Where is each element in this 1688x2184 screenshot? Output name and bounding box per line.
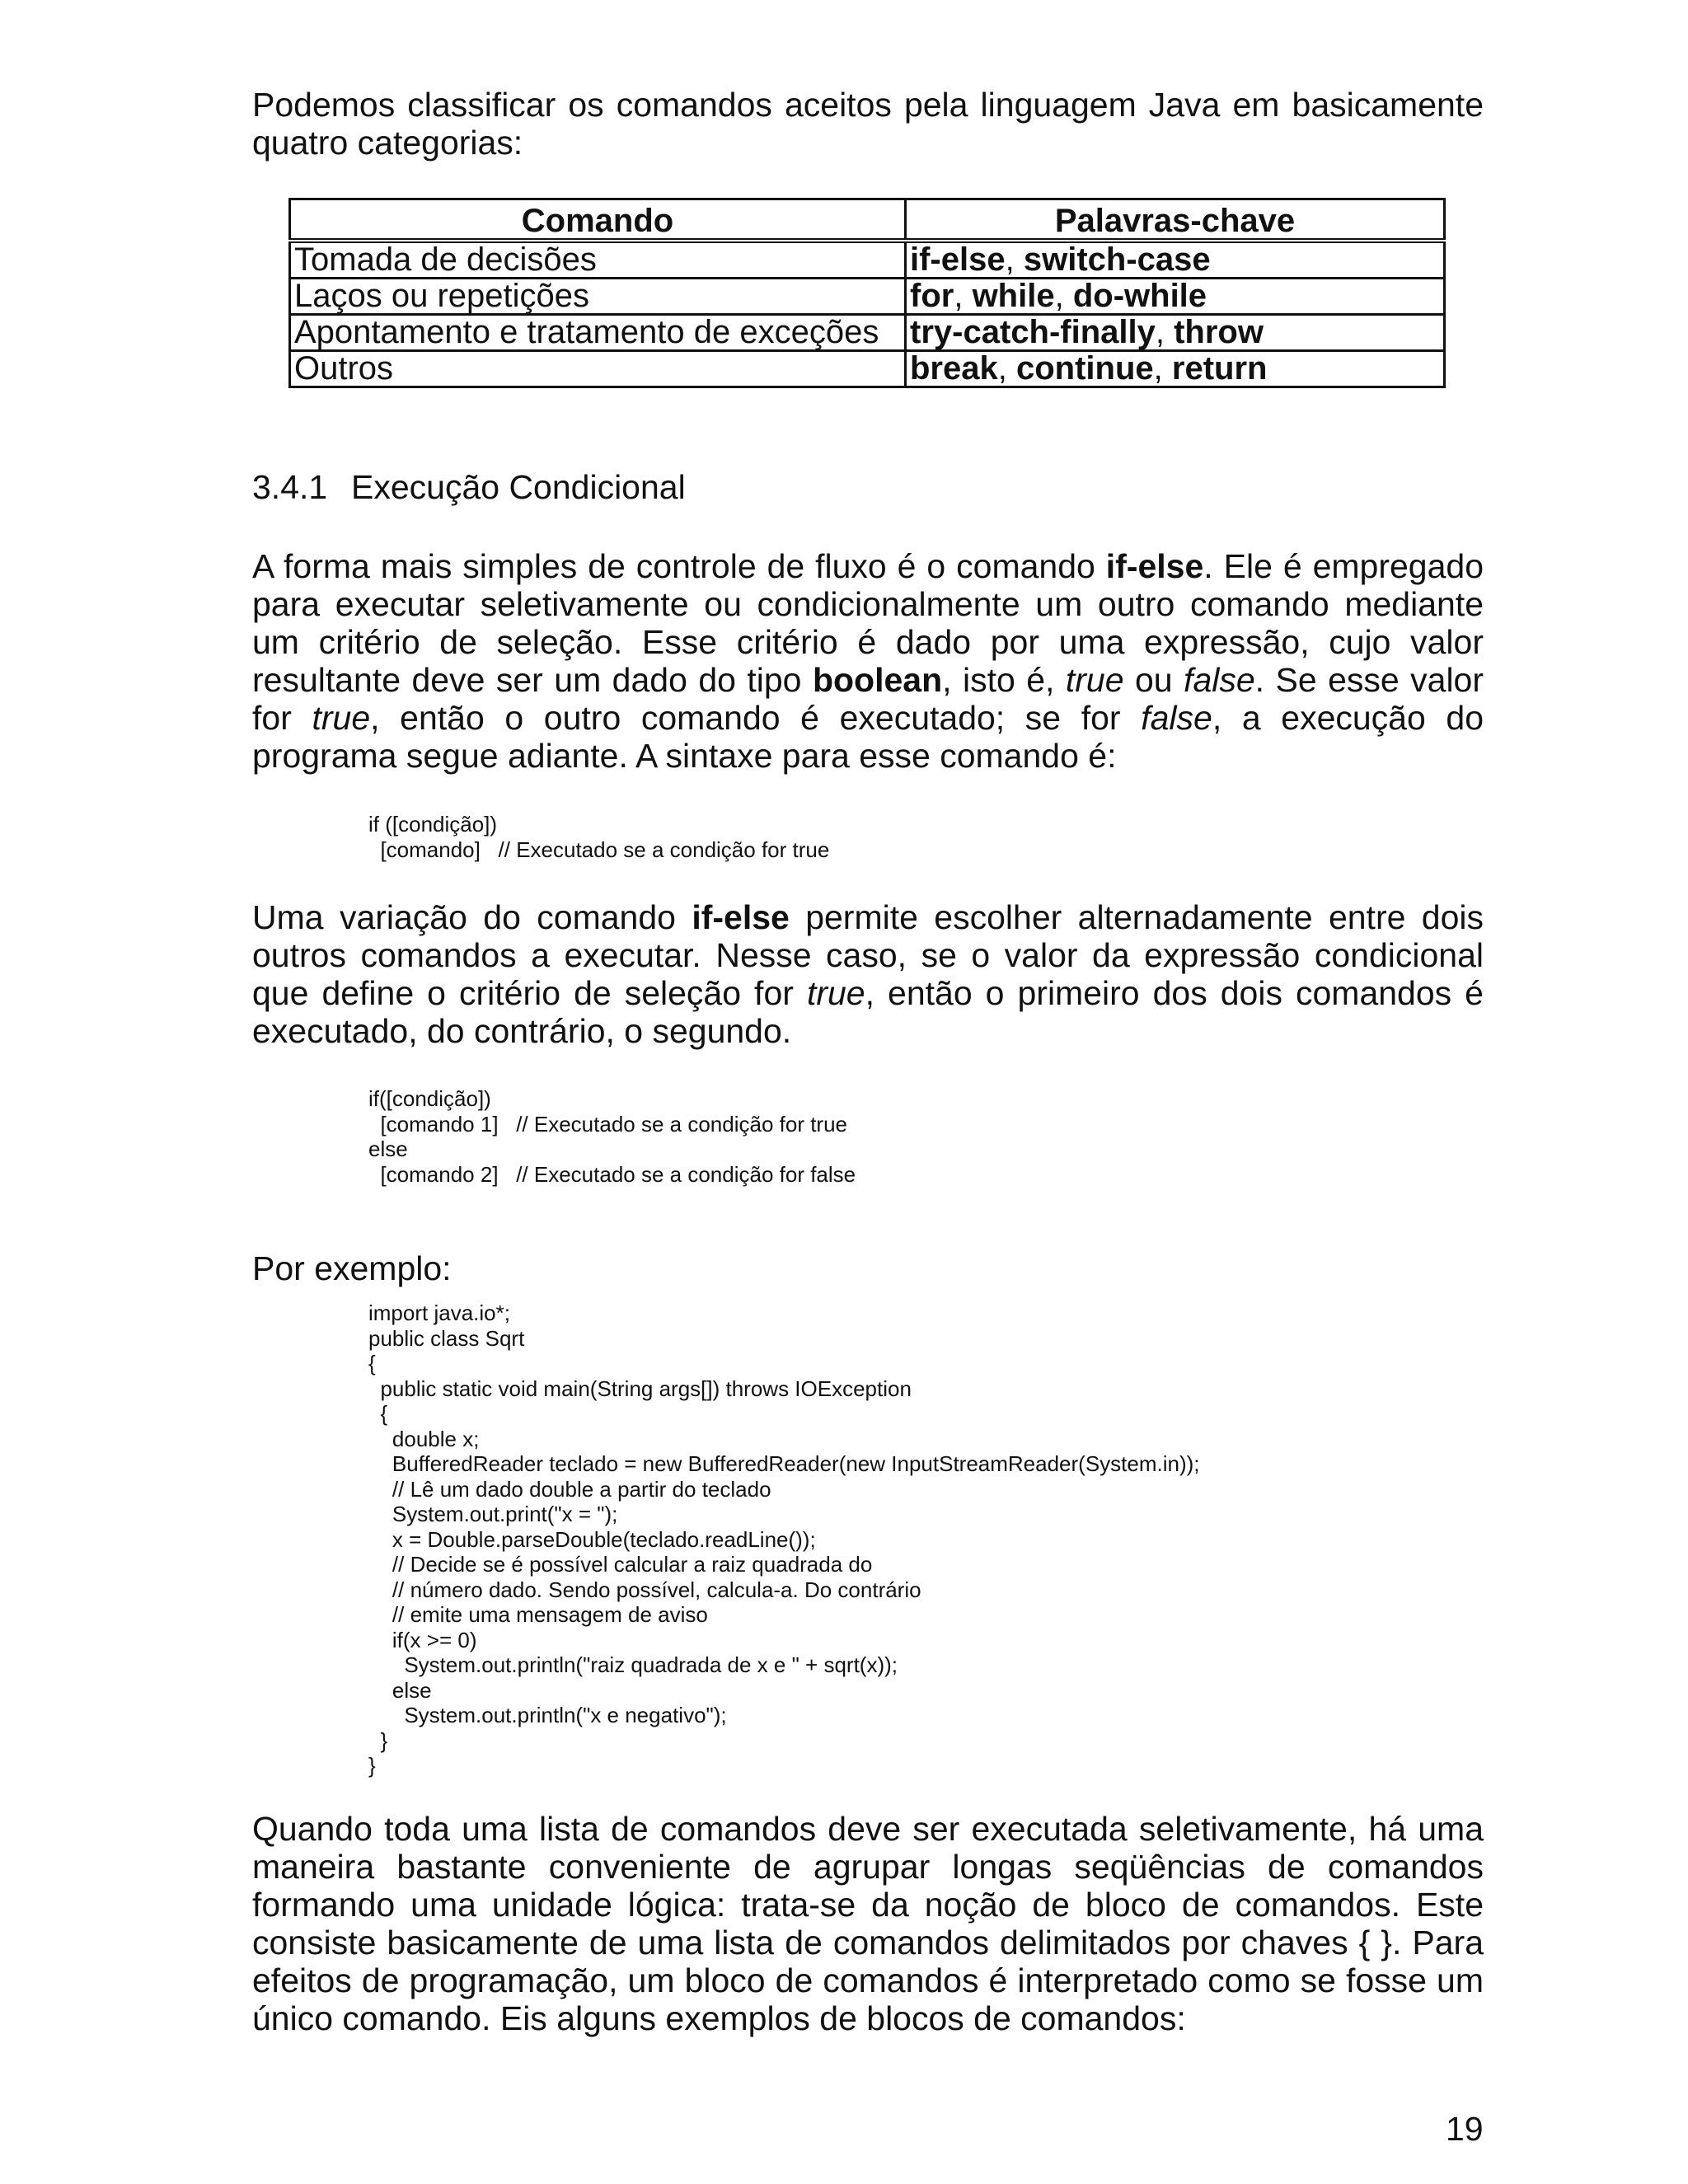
intro-paragraph: Podemos classificar os comandos aceitos pela linguagem Java em basicamente quatro categorias: [252,86,1484,162]
italic-true: true [312,699,371,737]
row-category: Laços ou repetições [290,279,906,315]
keyword-if-else: if-else [1105,547,1204,585]
table-row [290,315,1445,351]
code-block-if-else: if([condição]) [comando 1] // Executado se a condição for true else [comando 2] // Executado se a condição for false [368,1086,856,1187]
keyword: throw [1174,314,1264,350]
section-number: 3.4.1 [252,468,328,506]
italic-true: true [1065,661,1124,699]
command-block-paragraph: Quando toda uma lista de comandos deve ser executada seletivamente, há uma maneira bastante conveniente de agrupar longas seqüências de comandos formando uma unidade lógica: trata-se da noção de bloco de comandos. Este consiste basicamente de uma lista de comandos delimitados por chaves { }. Para efeitos de programação, um bloco de comandos é interpretado como se fosse um único comando. Eis alguns exemplos de blocos de comandos: [252,1810,1484,2037]
text-run: . Ele é empregado para executar seletivamente ou condicionalmente um outro comando mediante um critério de seleção. Esse critério é dado por uma expressão, cujo valor resultante deve ser um dado do tipo [252,547,1484,699]
italic-true: true [806,974,865,1012]
keyword: switch-case [1023,241,1211,278]
row-keywords: if-else, switch-case [906,241,1445,279]
section-title: Execução Condicional [351,468,686,506]
text-run: , a execução do programa segue adiante. A sintaxe para esse comando é: [252,699,1484,775]
if-else-variation-paragraph [252,898,1484,1050]
example-label: Por exemplo: [252,1249,452,1287]
if-else-paragraph [252,547,1484,775]
keyword: do-while [1072,278,1207,314]
section-heading [252,468,686,506]
row-category: Apontamento e tratamento de exceções [290,315,906,351]
header-command: Comando [290,199,906,241]
text-run: , isto é, [942,661,1066,699]
table-header-row [290,199,1445,241]
table-row [290,351,1445,387]
text-run: ou [1123,661,1184,699]
text-run: Uma variação do comando [252,898,692,936]
keyword: for [910,278,954,314]
row-keywords: for, while, do-while [906,279,1445,315]
italic-false: false [1184,661,1255,699]
code-block-sqrt-example: import java.io*; public class Sqrt { public static void main(String args[]) throws IOException { double x; BufferedReader teclado = new BufferedReader(new InputStreamReader(System.in)); // Lê um dado double a partir do teclado System.out.print("x = "); x = Double.parseDouble(teclado.readLine()); // Decide se é possível calcular a raiz quadrada do // número dado. Sendo possível, calcula-a. Do contrário // emite uma mensagem de aviso if(x >= 0) System.out.println("raiz quadrada de x e " + sqrt(x)); else System.out.println("x e negativo"); } } [368,1301,1200,1778]
keyword: continue [1015,350,1154,387]
table-row [290,241,1445,279]
text-run: . Se esse valor for [252,661,1484,737]
text-run: , então o primeiro dos dois comandos é executado, do contrário, o segundo. [252,974,1484,1050]
table-row [290,279,1445,315]
keyword: if-else [910,241,1006,278]
text-run: A forma mais simples de controle de fluxo é o comando [252,547,1106,585]
italic-false: false [1141,699,1212,737]
row-category: Outros [290,351,906,387]
row-category: Tomada de decisões [290,241,906,279]
command-keywords-table [288,198,1446,388]
page-number: 19 [1446,2110,1484,2148]
keyword: break [910,350,998,387]
text-run: , então o outro comando é executado; se for [370,699,1142,737]
keyword-boolean: boolean [812,661,943,699]
keyword-if-else: if-else [692,898,790,936]
keyword: try-catch-finally [910,314,1156,350]
keyword: while [972,278,1055,314]
row-keywords: break, continue, return [906,351,1445,387]
keyword: return [1171,350,1268,387]
row-keywords: try-catch-finally, throw [906,315,1445,351]
header-keywords: Palavras-chave [906,199,1445,241]
code-block-if: if ([condição]) [comando] // Executado se a condição for true [368,812,830,862]
text-run: permite escolher alternadamente entre dois outros comandos a executar. Nesse caso, se o valor da expressão condicional que define o critério de seleção for [252,898,1484,1012]
